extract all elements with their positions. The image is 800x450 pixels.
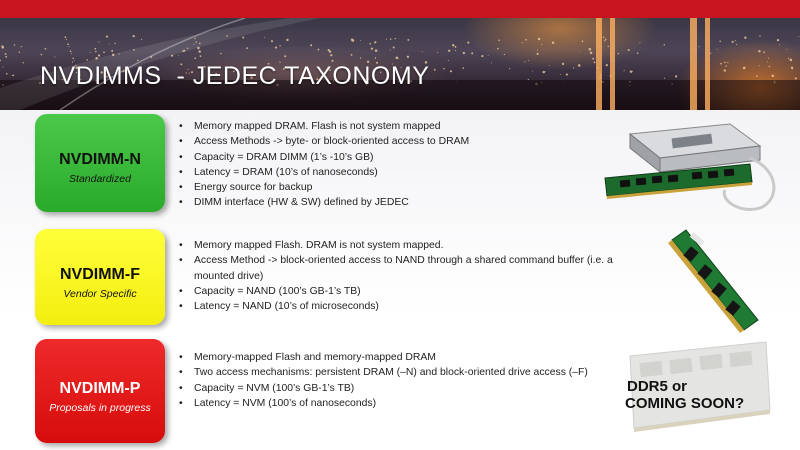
list-item: • Capacity = NVM (100’s GB-1’s TB) [179, 381, 629, 396]
nvdimm-n-title: NVDIMM-N [59, 151, 141, 168]
list-item: • Access Method -> block-oriented access to NAND through a shared command buffer (i.e. a mounted drive) [179, 253, 629, 284]
nvdimm-f-bullet-list [179, 238, 629, 314]
city-night-banner [0, 18, 800, 110]
list-item: • Memory mapped DRAM. Flash is not system mapped [179, 119, 509, 134]
nvdimm-f-subtitle: Vendor Specific [63, 288, 137, 300]
page-title: NVDIMMS - JEDEC TAXONOMY [40, 62, 430, 90]
ddr5-coming-soon-note [625, 378, 744, 412]
nvdimm-p-subtitle: Proposals in progress [49, 402, 151, 414]
nvdimm-n-subtitle: Standardized [69, 173, 131, 185]
list-item: • Memory-mapped Flash and memory-mapped DRAM [179, 350, 629, 365]
nvdimm-n-module-image [600, 120, 785, 220]
list-item: • Capacity = DRAM DIMM (1’s -10’s GB) [179, 150, 509, 165]
nvdimm-n-bullet-list [179, 119, 509, 211]
nvdimm-f-label-box [35, 229, 165, 325]
nvdimm-n-label-box [35, 114, 165, 212]
nvdimm-p-label-box [35, 339, 165, 443]
list-item: • Latency = NAND (10’s of microseconds) [179, 299, 629, 314]
nvdimm-f-title: NVDIMM-F [60, 266, 140, 283]
list-item: • Memory mapped Flash. DRAM is not system mapped. [179, 238, 629, 253]
list-item: • Access Methods -> byte- or block-oriented access to DRAM [179, 134, 509, 149]
nvdimm-p-bullet-list [179, 350, 629, 411]
list-item: • Latency = DRAM (10’s of nanoseconds) [179, 165, 509, 180]
nvdimm-p-title: NVDIMM-P [59, 380, 141, 397]
list-item: • Capacity = NAND (100’s GB-1’s TB) [179, 284, 629, 299]
list-item: • Energy source for backup [179, 180, 509, 195]
list-item: • Latency = NVM (100’s of nanoseconds) [179, 396, 629, 411]
top-red-bar [0, 0, 800, 18]
list-item: • Two access mechanisms: persistent DRAM (–N) and block-oriented drive access (–F) [179, 365, 629, 380]
nvdimm-f-module-image [650, 226, 770, 336]
list-item: • DIMM interface (HW & SW) defined by JEDEC [179, 195, 509, 210]
ddr5-line-2: COMING SOON? [625, 395, 745, 412]
ddr5-line-1: DDR5 or [627, 378, 688, 395]
